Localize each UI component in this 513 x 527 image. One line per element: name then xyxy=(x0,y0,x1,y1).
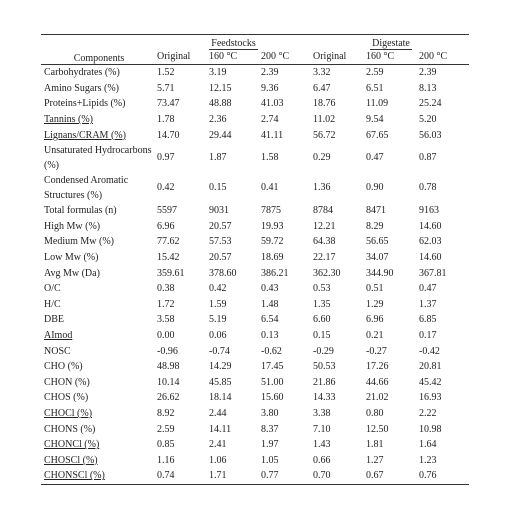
value-cell: 8.13 xyxy=(419,82,437,94)
value-cell: 0.85 xyxy=(157,439,175,451)
row-label-text: Tannins (%) xyxy=(44,114,94,126)
feedstocks-group-header xyxy=(154,35,310,50)
table-row xyxy=(41,390,469,406)
row-label-text: CHONSCl (%) xyxy=(44,470,105,482)
row-label xyxy=(41,343,154,359)
value-cell: 9.36 xyxy=(261,82,279,94)
value-cell: 0.17 xyxy=(419,330,437,342)
value-cell: 9163 xyxy=(419,205,439,217)
value-cell: 48.88 xyxy=(209,98,232,110)
table-row xyxy=(41,406,469,422)
group-header-row xyxy=(41,35,469,50)
row-label xyxy=(41,390,154,406)
row-label-text: High Mw (%) xyxy=(44,220,101,232)
value-cell: 1.27 xyxy=(366,454,384,466)
value-cell: 51.00 xyxy=(261,376,284,388)
value-cell: 8784 xyxy=(313,205,333,217)
value-cell: 16.93 xyxy=(419,392,442,404)
subcolumn-header: 200 °C xyxy=(258,49,310,65)
value-cell: 21.02 xyxy=(366,392,389,404)
value-cell: 3.58 xyxy=(157,314,175,326)
table-row xyxy=(41,127,469,143)
table-row xyxy=(41,328,469,344)
row-label xyxy=(41,359,154,375)
value-cell: 2.41 xyxy=(209,439,227,451)
value-cell: 1.81 xyxy=(366,439,384,451)
table-row xyxy=(41,452,469,468)
table-row xyxy=(41,250,469,266)
value-cell: 1.72 xyxy=(157,298,175,310)
value-cell: 56.03 xyxy=(419,129,442,141)
value-cell: 2.36 xyxy=(209,114,227,126)
table-row xyxy=(41,312,469,328)
value-cell: 0.66 xyxy=(313,454,331,466)
value-cell: 14.11 xyxy=(209,423,232,435)
value-cell: 0.78 xyxy=(419,182,437,194)
value-cell: -0.27 xyxy=(366,345,387,357)
value-cell: 73.47 xyxy=(157,98,180,110)
value-cell: 1.78 xyxy=(157,114,175,126)
value-cell: 19.93 xyxy=(261,220,284,232)
table-row xyxy=(41,219,469,235)
value-cell: 20.57 xyxy=(209,220,232,232)
row-label-text: NOSC xyxy=(44,345,71,357)
value-cell: 8471 xyxy=(366,205,386,217)
row-label xyxy=(41,281,154,297)
value-cell: 0.76 xyxy=(416,468,469,484)
row-label xyxy=(41,96,154,112)
table-row xyxy=(41,203,469,219)
value-cell: 6.96 xyxy=(157,220,175,232)
table-row xyxy=(41,343,469,359)
value-cell: 0.15 xyxy=(209,182,227,194)
row-label-text: Proteins+Lipids (%) xyxy=(44,98,126,110)
value-cell: 6.51 xyxy=(366,82,384,94)
value-cell: 22.17 xyxy=(313,252,336,264)
row-label-text: CHON (%) xyxy=(44,376,90,388)
row-label-text: O/C xyxy=(44,283,61,295)
value-cell: 6.60 xyxy=(313,314,331,326)
value-cell: 1.35 xyxy=(313,298,331,310)
value-cell: 15.60 xyxy=(261,392,284,404)
value-cell: 0.06 xyxy=(209,330,227,342)
value-cell: 0.47 xyxy=(419,283,437,295)
value-cell: 56.72 xyxy=(313,129,336,141)
value-cell: 0.74 xyxy=(154,468,206,484)
row-label-text: Carbohydrates (%) xyxy=(44,67,120,79)
row-label xyxy=(41,250,154,266)
table-row xyxy=(41,281,469,297)
value-cell: 1.64 xyxy=(419,439,437,451)
value-cell: 1.36 xyxy=(313,182,331,194)
value-cell: 5.71 xyxy=(157,82,175,94)
value-cell: -0.29 xyxy=(313,345,334,357)
subcolumn-header: 200 °C xyxy=(416,49,469,65)
row-label xyxy=(41,265,154,281)
row-label-text: Low Mw (%) xyxy=(44,252,99,264)
row-label-text: H/C xyxy=(44,298,61,310)
table-row xyxy=(41,359,469,375)
value-cell: 0.87 xyxy=(419,152,437,164)
row-label xyxy=(41,203,154,219)
table-row xyxy=(41,65,469,81)
row-label-text: CHONCl (%) xyxy=(44,439,100,451)
value-cell: 18.14 xyxy=(209,392,232,404)
value-cell: 0.15 xyxy=(313,330,331,342)
value-cell: 0.77 xyxy=(258,468,310,484)
value-cell: 1.37 xyxy=(419,298,437,310)
table-row xyxy=(41,421,469,437)
value-cell: 2.59 xyxy=(157,423,175,435)
value-cell: 0.21 xyxy=(366,330,384,342)
value-cell: 26.62 xyxy=(157,392,180,404)
value-cell: 0.29 xyxy=(313,152,331,164)
value-cell: -0.62 xyxy=(261,345,282,357)
value-cell: 17.26 xyxy=(366,361,389,373)
value-cell: 48.98 xyxy=(157,361,180,373)
value-cell: 1.29 xyxy=(366,298,384,310)
value-cell: 378.60 xyxy=(209,267,237,279)
value-cell: 12.21 xyxy=(313,220,336,232)
value-cell: 14.60 xyxy=(419,220,442,232)
subcolumn-header: 160 °C xyxy=(206,49,258,65)
value-cell: 5.19 xyxy=(209,314,227,326)
value-cell: 59.72 xyxy=(261,236,284,248)
value-cell: 15.42 xyxy=(157,252,180,264)
value-cell: 1.23 xyxy=(419,454,437,466)
value-cell: 0.47 xyxy=(366,152,384,164)
value-cell: 10.98 xyxy=(419,423,442,435)
value-cell: 12.15 xyxy=(209,82,232,94)
row-label xyxy=(41,143,154,173)
value-cell: 8.92 xyxy=(157,407,175,419)
row-label-text: Avg Mw (Da) xyxy=(44,267,100,279)
value-cell: 9031 xyxy=(209,205,229,217)
row-label-text: CHOS (%) xyxy=(44,392,89,404)
table-row xyxy=(41,468,469,484)
value-cell: 362.30 xyxy=(313,267,341,279)
row-label-text: AImod xyxy=(44,330,73,342)
table-row xyxy=(41,81,469,97)
row-label xyxy=(41,421,154,437)
table-row xyxy=(41,265,469,281)
row-label xyxy=(41,127,154,143)
value-cell: 20.57 xyxy=(209,252,232,264)
value-cell: 44.66 xyxy=(366,376,389,388)
value-cell: 10.14 xyxy=(157,376,180,388)
value-cell: 0.38 xyxy=(157,283,175,295)
value-cell: 0.42 xyxy=(157,182,175,194)
row-label xyxy=(41,437,154,453)
value-cell: 1.59 xyxy=(209,298,227,310)
value-cell: 0.43 xyxy=(261,283,279,295)
value-cell: 6.47 xyxy=(313,82,331,94)
value-cell: 2.39 xyxy=(419,67,437,79)
value-cell: 0.70 xyxy=(310,468,363,484)
value-cell: 6.96 xyxy=(366,314,384,326)
table-row xyxy=(41,173,469,203)
value-cell: 367.81 xyxy=(419,267,447,279)
table-row xyxy=(41,143,469,173)
value-cell: 64.38 xyxy=(313,236,336,248)
digestate-group-header xyxy=(310,35,469,50)
composition-table xyxy=(41,34,469,485)
value-cell: 0.97 xyxy=(157,152,175,164)
value-cell: -0.96 xyxy=(157,345,178,357)
value-cell: 0.41 xyxy=(261,182,279,194)
value-cell: 2.39 xyxy=(261,67,279,79)
row-label xyxy=(41,452,154,468)
value-cell: 5.20 xyxy=(419,114,437,126)
value-cell: 8.29 xyxy=(366,220,384,232)
value-cell: 29.44 xyxy=(209,129,232,141)
value-cell: 0.42 xyxy=(209,283,227,295)
value-cell: 2.22 xyxy=(419,407,437,419)
value-cell: 0.00 xyxy=(157,330,175,342)
value-cell: 7.10 xyxy=(313,423,331,435)
table-row xyxy=(41,234,469,250)
row-label-text: Amino Sugars (%) xyxy=(44,82,119,94)
value-cell: 41.03 xyxy=(261,98,284,110)
value-cell: 2.74 xyxy=(261,114,279,126)
value-cell: 11.02 xyxy=(313,114,336,126)
value-cell: 45.42 xyxy=(419,376,442,388)
components-header: Components xyxy=(41,35,154,65)
value-cell: 1.87 xyxy=(209,152,227,164)
subcolumn-header: 160 °C xyxy=(363,49,416,65)
table-row xyxy=(41,375,469,391)
value-cell: 0.80 xyxy=(366,407,384,419)
value-cell: 0.67 xyxy=(363,468,416,484)
row-label-text: CHOCl (%) xyxy=(44,407,93,419)
row-label xyxy=(41,234,154,250)
value-cell: 18.69 xyxy=(261,252,284,264)
value-cell: 3.32 xyxy=(313,67,331,79)
row-label xyxy=(41,375,154,391)
subcolumn-header: Original xyxy=(154,49,206,65)
value-cell: 359.61 xyxy=(157,267,185,279)
table-row xyxy=(41,437,469,453)
row-label-text: CHO (%) xyxy=(44,361,83,373)
value-cell: 21.86 xyxy=(313,376,336,388)
value-cell: 3.19 xyxy=(209,67,227,79)
value-cell: 1.43 xyxy=(313,439,331,451)
value-cell: 2.59 xyxy=(366,67,384,79)
row-label xyxy=(41,81,154,97)
value-cell: 1.52 xyxy=(157,67,175,79)
value-cell: 67.65 xyxy=(366,129,389,141)
value-cell: 14.70 xyxy=(157,129,180,141)
row-label-text: Medium Mw (%) xyxy=(44,236,114,248)
value-cell: 0.53 xyxy=(313,283,331,295)
row-label xyxy=(41,65,154,81)
row-label-text: Condensed Aromatic Structures (%) xyxy=(44,174,129,201)
value-cell: 41.11 xyxy=(261,129,284,141)
value-cell: 17.45 xyxy=(261,361,284,373)
value-cell: -0.42 xyxy=(419,345,440,357)
value-cell: 18.76 xyxy=(313,98,336,110)
value-cell: 34.07 xyxy=(366,252,389,264)
value-cell: 62.03 xyxy=(419,236,442,248)
row-label xyxy=(41,173,154,203)
value-cell: 1.48 xyxy=(261,298,279,310)
value-cell: 77.62 xyxy=(157,236,180,248)
value-cell: 45.85 xyxy=(209,376,232,388)
value-cell: -0.74 xyxy=(209,345,230,357)
value-cell: 344.90 xyxy=(366,267,394,279)
value-cell: 2.44 xyxy=(209,407,227,419)
value-cell: 1.16 xyxy=(157,454,175,466)
value-cell: 9.54 xyxy=(366,114,384,126)
row-label-text: DBE xyxy=(44,314,64,326)
value-cell: 3.80 xyxy=(261,407,279,419)
value-cell: 14.29 xyxy=(209,361,232,373)
row-label-text: Lignans/CRAM (%) xyxy=(44,129,126,141)
value-cell: 386.21 xyxy=(261,267,289,279)
row-label-text: CHOSCl (%) xyxy=(44,454,98,466)
value-cell: 0.51 xyxy=(366,283,384,295)
row-label xyxy=(41,112,154,128)
value-cell: 1.97 xyxy=(261,439,279,451)
feedstocks-group-label: Feedstocks xyxy=(211,38,256,49)
value-cell: 56.65 xyxy=(366,236,389,248)
value-cell: 6.54 xyxy=(261,314,279,326)
value-cell: 20.81 xyxy=(419,361,442,373)
table-row xyxy=(41,112,469,128)
subcolumn-header: Original xyxy=(310,49,363,65)
row-label xyxy=(41,312,154,328)
value-cell: 1.06 xyxy=(209,454,227,466)
row-label xyxy=(41,219,154,235)
value-cell: 57.53 xyxy=(209,236,232,248)
value-cell: 7875 xyxy=(261,205,281,217)
value-cell: 8.37 xyxy=(261,423,279,435)
row-label-text: Unsaturated Hydrocarbons (%) xyxy=(44,144,152,171)
value-cell: 5597 xyxy=(157,205,177,217)
row-label-text: CHONS (%) xyxy=(44,423,96,435)
value-cell: 0.13 xyxy=(261,330,279,342)
value-cell: 50.53 xyxy=(313,361,336,373)
value-cell: 1.58 xyxy=(261,152,279,164)
row-label xyxy=(41,297,154,313)
composition-table-container xyxy=(41,34,469,485)
row-label xyxy=(41,468,154,484)
value-cell: 14.60 xyxy=(419,252,442,264)
value-cell: 1.05 xyxy=(261,454,279,466)
row-label xyxy=(41,328,154,344)
row-label-text: Total formulas (n) xyxy=(44,205,117,217)
value-cell: 6.85 xyxy=(419,314,437,326)
table-row xyxy=(41,96,469,112)
row-label xyxy=(41,406,154,422)
value-cell: 1.71 xyxy=(206,468,258,484)
value-cell: 12.50 xyxy=(366,423,389,435)
value-cell: 3.38 xyxy=(313,407,331,419)
digestate-group-label: Digestate xyxy=(372,38,410,49)
value-cell: 25.24 xyxy=(419,98,442,110)
table-body xyxy=(41,65,469,485)
value-cell: 0.90 xyxy=(366,182,384,194)
value-cell: 14.33 xyxy=(313,392,336,404)
value-cell: 11.09 xyxy=(366,98,389,110)
table-row xyxy=(41,297,469,313)
